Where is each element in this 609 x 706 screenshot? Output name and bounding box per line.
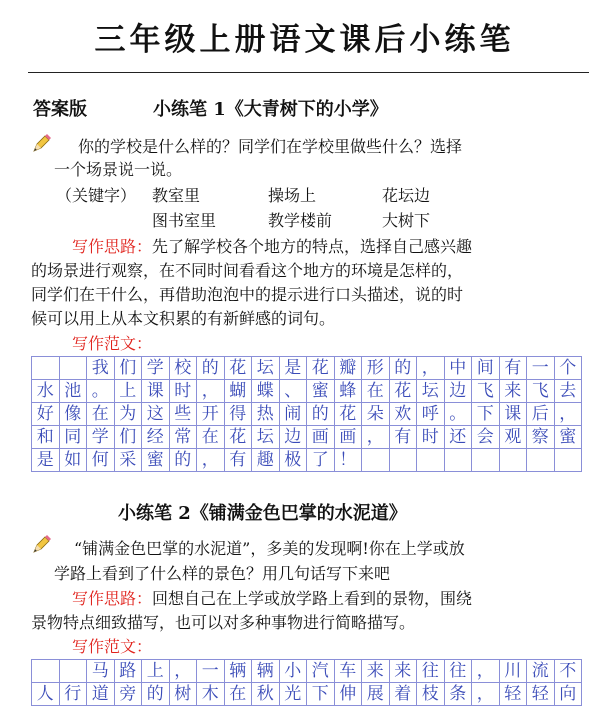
grid-cell: 是 <box>280 357 308 380</box>
section2-thinking-line2: 景物特点细致描写，也可以对多种事物进行简略描写。 <box>31 613 416 632</box>
grid-cell: 朵 <box>362 403 390 426</box>
grid-cell: 时 <box>417 426 445 449</box>
grid-cell: 坛 <box>252 357 280 380</box>
grid-cell: 、 <box>280 380 308 403</box>
grid-cell: 在 <box>225 683 253 706</box>
sample-essay-label: 写作范文： <box>72 334 153 353</box>
grid-cell: ， <box>197 380 225 403</box>
grid-cell: ， <box>555 403 583 426</box>
section1-prompt-line2: 一个场景说一说。 <box>54 160 183 179</box>
grid-cell: 边 <box>280 426 308 449</box>
grid-cell: 课 <box>500 403 528 426</box>
grid-cell: 小 <box>280 660 308 683</box>
grid-cell: 花 <box>225 357 253 380</box>
grid-cell: 不 <box>555 660 583 683</box>
sample-essay-label: 写作范文： <box>72 637 153 656</box>
grid-cell: ， <box>472 683 500 706</box>
section2-prompt-line2: 学路上看到了什么样的景色？用几句话写下来吧 <box>54 564 391 583</box>
grid-cell <box>555 449 583 472</box>
grid-cell: 有 <box>390 426 418 449</box>
grid-cell: 伸 <box>335 683 363 706</box>
grid-cell: 的 <box>142 683 170 706</box>
grid-cell: 在 <box>197 426 225 449</box>
grid-cell: 的 <box>170 449 198 472</box>
grid-cell: 有 <box>225 449 253 472</box>
grid-cell: 辆 <box>252 660 280 683</box>
grid-cell: 光 <box>280 683 308 706</box>
section1-thinking-line4: 候可以用上从本文积累的有新鲜感的词句。 <box>31 309 336 328</box>
grid-cell: 来 <box>390 660 418 683</box>
grid-cell: ， <box>170 660 198 683</box>
keywords-label: （关键字） <box>56 186 137 205</box>
grid-cell: 飞 <box>472 380 500 403</box>
section1-prompt-line1: 你的学校是什么样的？同学们在学校里做些什么？选择 <box>78 137 463 156</box>
grid-cell <box>32 357 60 380</box>
grid-cell: 中 <box>445 357 473 380</box>
grid-cell: 在 <box>87 403 115 426</box>
section2-heading: 小练笔 2《铺满金色巴掌的水泥道》 <box>118 503 407 524</box>
grid-cell: 道 <box>87 683 115 706</box>
grid-cell: 校 <box>170 357 198 380</box>
grid-cell: 旁 <box>115 683 143 706</box>
grid-cell: ， <box>197 449 225 472</box>
grid-cell: 汽 <box>307 660 335 683</box>
grid-cell: 得 <box>225 403 253 426</box>
grid-cell: 上 <box>115 380 143 403</box>
grid-cell: 瓣 <box>335 357 363 380</box>
grid-cell: 条 <box>445 683 473 706</box>
grid-cell: 有 <box>500 357 528 380</box>
grid-cell <box>60 660 88 683</box>
grid-cell: 花 <box>390 380 418 403</box>
grid-cell: 学 <box>142 357 170 380</box>
grid-cell: ， <box>362 426 390 449</box>
grid-cell: 树 <box>170 683 198 706</box>
grid-cell: 去 <box>555 380 583 403</box>
grid-cell: 坛 <box>417 380 445 403</box>
grid-cell: 木 <box>197 683 225 706</box>
grid-cell: 们 <box>115 426 143 449</box>
grid-cell: 往 <box>445 660 473 683</box>
grid-cell: 着 <box>390 683 418 706</box>
grid-cell: 川 <box>500 660 528 683</box>
grid-cell <box>417 449 445 472</box>
grid-cell: 轻 <box>527 683 555 706</box>
grid-cell: 会 <box>472 426 500 449</box>
grid-cell: 我 <box>87 357 115 380</box>
grid-cell: 画 <box>335 426 363 449</box>
grid-cell: 极 <box>280 449 308 472</box>
grid-cell <box>60 357 88 380</box>
grid-cell: 形 <box>362 357 390 380</box>
grid-cell: 上 <box>142 660 170 683</box>
grid-cell: 好 <box>32 403 60 426</box>
pencil-icon <box>30 534 52 556</box>
section1-thinking-line3: 同学们在干什么，再借助泡泡中的提示进行口头描述，说的时 <box>31 285 464 304</box>
grid-cell: 呼 <box>417 403 445 426</box>
grid-cell: 画 <box>307 426 335 449</box>
keyword: 花坛边 <box>382 186 431 205</box>
grid-cell: 同 <box>60 426 88 449</box>
grid-cell: 。 <box>445 403 473 426</box>
grid-cell: 察 <box>527 426 555 449</box>
grid-cell: 课 <box>142 380 170 403</box>
grid-cell: 的 <box>390 357 418 380</box>
pencil-icon <box>30 133 52 155</box>
grid-cell: 花 <box>307 357 335 380</box>
grid-cell: 了 <box>307 449 335 472</box>
keyword: 教室里 <box>152 186 201 205</box>
grid-cell: 开 <box>197 403 225 426</box>
grid-cell: 蝶 <box>252 380 280 403</box>
grid-cell: 在 <box>362 380 390 403</box>
grid-cell: 后 <box>527 403 555 426</box>
grid-cell: 们 <box>115 357 143 380</box>
grid-cell: 经 <box>142 426 170 449</box>
grid-cell: 下 <box>472 403 500 426</box>
grid-cell: 轻 <box>500 683 528 706</box>
grid-cell: 人 <box>32 683 60 706</box>
grid-cell: 辆 <box>225 660 253 683</box>
grid-cell: 趣 <box>252 449 280 472</box>
grid-cell: ！ <box>335 449 363 472</box>
grid-cell: 行 <box>60 683 88 706</box>
grid-cell: 为 <box>115 403 143 426</box>
answer-version-label: 答案版 <box>33 99 87 120</box>
grid-cell: 时 <box>170 380 198 403</box>
grid-cell: 来 <box>362 660 390 683</box>
grid-cell: 向 <box>555 683 583 706</box>
keyword: 大树下 <box>382 211 431 230</box>
writing-idea-label: 写作思路： <box>72 237 153 256</box>
grid-cell <box>500 449 528 472</box>
grid-cell: 蜜 <box>142 449 170 472</box>
grid-cell: 是 <box>32 449 60 472</box>
grid-cell: 池 <box>60 380 88 403</box>
grid-cell: ， <box>472 660 500 683</box>
grid-cell: 何 <box>87 449 115 472</box>
grid-cell: 蜂 <box>335 380 363 403</box>
grid-cell: 一 <box>197 660 225 683</box>
grid-cell: 如 <box>60 449 88 472</box>
grid-cell: 秋 <box>252 683 280 706</box>
grid-cell: 蜜 <box>307 380 335 403</box>
grid-cell: 一 <box>527 357 555 380</box>
section1-thinking-line1 <box>72 235 472 258</box>
grid-cell: 的 <box>307 403 335 426</box>
grid-cell: 常 <box>170 426 198 449</box>
grid-cell: 车 <box>335 660 363 683</box>
grid-cell: 欢 <box>390 403 418 426</box>
grid-cell: 水 <box>32 380 60 403</box>
grid-cell: 下 <box>307 683 335 706</box>
grid-cell: 这 <box>142 403 170 426</box>
keyword: 图书室里 <box>152 211 217 230</box>
section2-thinking-line1 <box>72 587 472 610</box>
writing-grid <box>31 659 582 706</box>
writing-idea-text: 回想自己在上学或放学路上看到的景物，围绕 <box>152 589 473 608</box>
grid-cell: 边 <box>445 380 473 403</box>
writing-idea-label: 写作思路： <box>72 589 153 608</box>
grid-cell: 花 <box>225 426 253 449</box>
grid-cell: 蜜 <box>555 426 583 449</box>
grid-cell: 蝴 <box>225 380 253 403</box>
grid-cell: 坛 <box>252 426 280 449</box>
grid-cell <box>362 449 390 472</box>
grid-cell: 像 <box>60 403 88 426</box>
grid-cell: 流 <box>527 660 555 683</box>
grid-cell <box>390 449 418 472</box>
grid-cell: 。 <box>87 380 115 403</box>
grid-cell <box>527 449 555 472</box>
grid-cell: 往 <box>417 660 445 683</box>
section1-heading: 小练笔 1《大青树下的小学》 <box>153 99 388 120</box>
keyword: 操场上 <box>268 186 317 205</box>
section1-thinking-line2: 的场景进行观察，在不同时间看看这个地方的环境是怎样的， <box>31 261 464 280</box>
grid-cell: 路 <box>115 660 143 683</box>
grid-cell: 学 <box>87 426 115 449</box>
grid-cell: 还 <box>445 426 473 449</box>
page-title: 三年级上册语文课后小练笔 <box>94 22 515 58</box>
grid-cell: 展 <box>362 683 390 706</box>
grid-cell: 枝 <box>417 683 445 706</box>
grid-cell <box>32 660 60 683</box>
grid-cell: 和 <box>32 426 60 449</box>
grid-cell: 闹 <box>280 403 308 426</box>
section2-prompt-line1: “铺满金色巴掌的水泥道”，多美的发现啊!你在上学或放 <box>74 539 465 558</box>
grid-cell: 花 <box>335 403 363 426</box>
grid-cell: 观 <box>500 426 528 449</box>
grid-cell: 飞 <box>527 380 555 403</box>
writing-grid <box>31 356 582 472</box>
grid-cell <box>472 449 500 472</box>
writing-idea-text: 先了解学校各个地方的特点，选择自己感兴趣 <box>152 237 473 256</box>
grid-cell: 热 <box>252 403 280 426</box>
grid-cell: 马 <box>87 660 115 683</box>
grid-cell: 来 <box>500 380 528 403</box>
grid-cell: 间 <box>472 357 500 380</box>
keyword: 教学楼前 <box>268 211 333 230</box>
grid-cell: ， <box>417 357 445 380</box>
grid-cell: 的 <box>197 357 225 380</box>
grid-cell <box>445 449 473 472</box>
grid-cell: 个 <box>555 357 583 380</box>
grid-cell: 采 <box>115 449 143 472</box>
grid-cell: 些 <box>170 403 198 426</box>
title-divider <box>28 72 589 73</box>
